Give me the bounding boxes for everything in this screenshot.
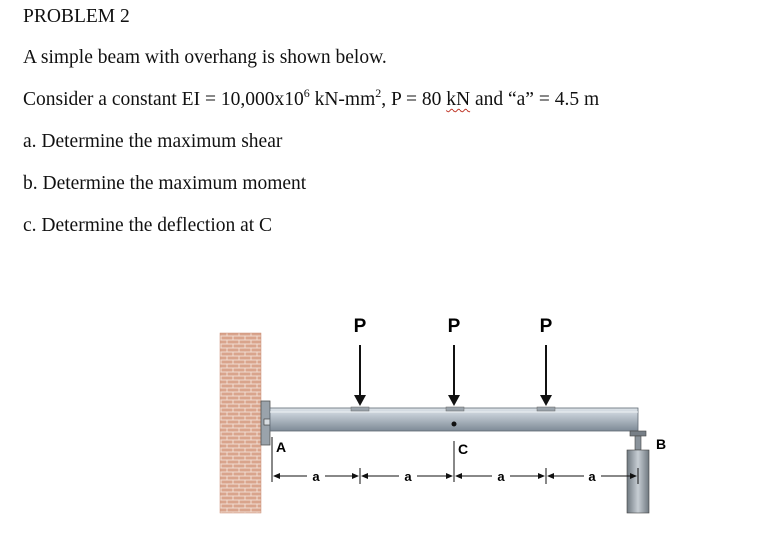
point-c-marker (452, 422, 457, 427)
load-arrow-1 (354, 345, 366, 406)
support-neck (635, 436, 641, 450)
beam (270, 408, 638, 431)
support-cap (630, 431, 646, 436)
question-b: b. Determine the maximum moment (23, 173, 307, 194)
given-ei-prefix: Consider a constant EI = 10,000x10 (23, 89, 304, 110)
question-c: c. Determine the deflection at C (23, 215, 273, 236)
load-arrow-3 (540, 345, 552, 406)
point-label-c: C (458, 441, 469, 457)
question-a: a. Determine the maximum shear (23, 131, 283, 152)
given-values (23, 85, 600, 112)
load-label-3: P (539, 316, 553, 337)
load-pad-2 (446, 407, 464, 411)
span-label-4: a (588, 469, 596, 484)
span-label-1: a (312, 469, 320, 484)
load-pad-3 (537, 407, 555, 411)
ei-units: kN-mm (309, 89, 376, 110)
fixed-wall (220, 333, 261, 513)
ei-exponent: 6 (303, 85, 310, 100)
point-label-a: A (276, 439, 287, 455)
span-label-2: a (404, 469, 412, 484)
span-label-3: a (497, 469, 505, 484)
problem-intro: A simple beam with overhang is shown below. (23, 47, 387, 68)
load-pad-1 (351, 407, 369, 411)
wall-bolt-icon (264, 419, 270, 425)
load-label-2: P (447, 316, 461, 337)
load-unit: kN (446, 89, 471, 110)
span-length: and “a” = 4.5 m (470, 89, 600, 110)
point-label-b: B (656, 436, 667, 452)
load-label-1: P (353, 316, 367, 337)
load-value-prefix: , P = 80 (381, 89, 447, 110)
problem-title: PROBLEM 2 (23, 6, 130, 27)
ei-units-exponent: 2 (375, 85, 382, 100)
load-arrow-2 (448, 345, 460, 406)
beam-figure (215, 300, 685, 530)
